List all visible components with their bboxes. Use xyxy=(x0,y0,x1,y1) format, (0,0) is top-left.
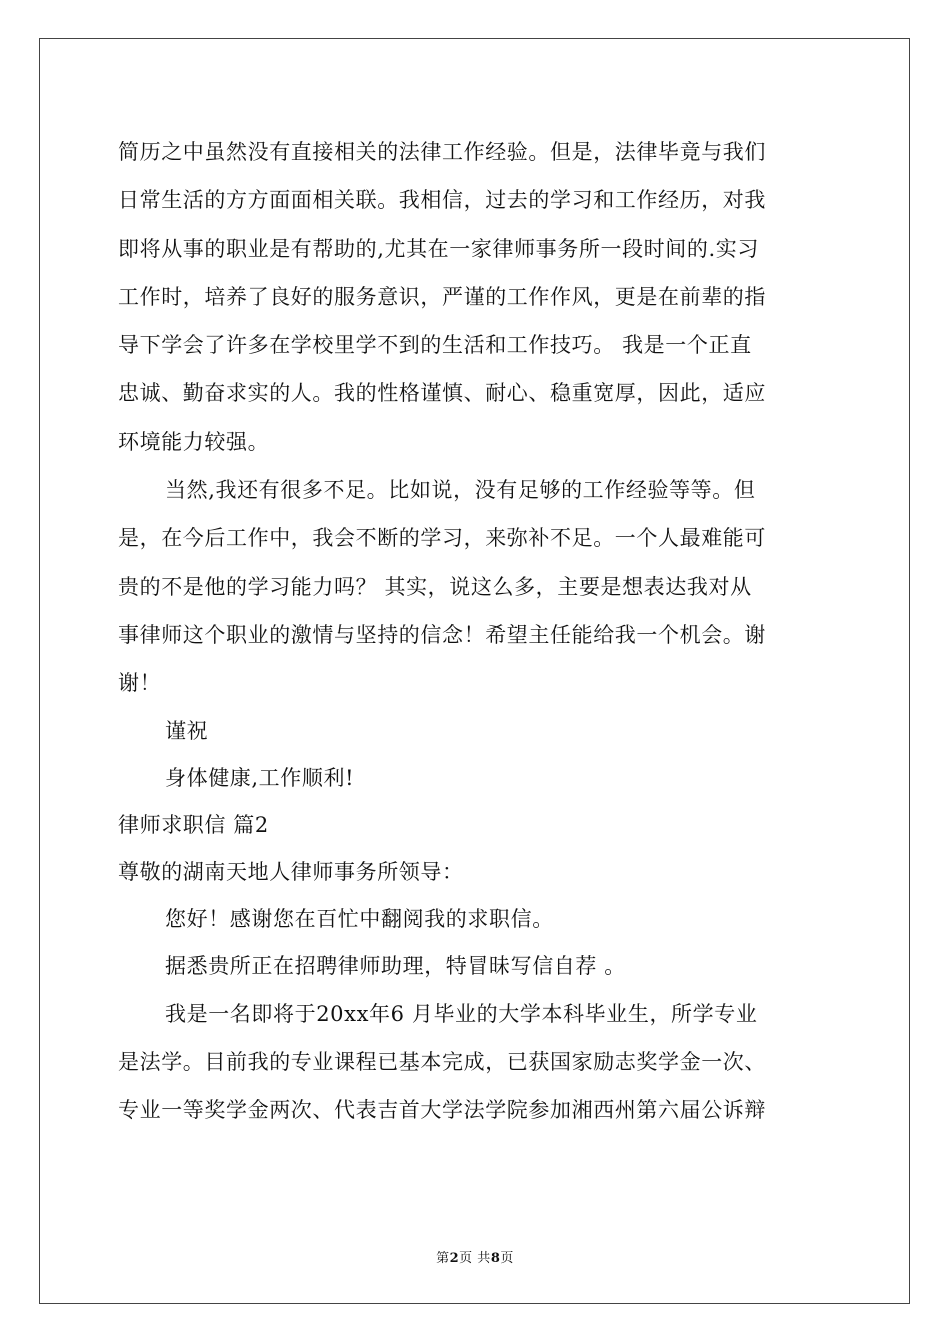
text-line: 贵的不是他的学习能力吗？ 其实，说这么多，主要是想表达我对从 xyxy=(118,574,752,599)
text-line: 专业一等奖学金两次、代表吉首大学法学院参加湘西州第六届公诉辩 xyxy=(118,1098,766,1123)
letter-addressee: 尊敬的湖南天地人律师事务所领导： xyxy=(118,859,464,884)
footer-page-total: 8 xyxy=(490,1251,501,1266)
text-line: 工作时，培养了良好的服务意识，严谨的工作作风，更是在前辈的指 xyxy=(118,284,766,309)
text-line: 据悉贵所正在招聘律师助理，特冒昧写信自荐 。 xyxy=(165,953,626,978)
text-line: 即将从事的职业是有帮助的,尤其在一家律师事务所一段时间的.实习 xyxy=(118,236,759,261)
text-line: 事律师这个职业的激情与坚持的信念！希望主任能给我一个机会。谢 xyxy=(118,622,766,647)
closing-wish: 身体健康,工作顺利! xyxy=(165,765,355,790)
footer-page-prefix: 第 xyxy=(436,1251,450,1266)
footer-page-current: 2 xyxy=(449,1251,460,1266)
text-line: 忠诚、勤奋求实的人。我的性格谨慎、耐心、稳重宽厚，因此，适应 xyxy=(118,381,766,406)
text-line: 谢！ xyxy=(118,671,162,696)
text-line: 是法学。目前我的专业课程已基本完成，已获国家励志奖学金一次、 xyxy=(118,1049,766,1074)
letter-greeting: 您好！感谢您在百忙中翻阅我的求职信。 xyxy=(165,906,554,931)
footer-page-suffix: 页 xyxy=(500,1251,514,1266)
text-line: 我是一名即将于20xx年6 月毕业的大学本科毕业生，所学专业 xyxy=(165,1001,758,1026)
text-line: 环境能力较强。 xyxy=(118,429,270,454)
text-line: 导下学会了许多在学校里学不到的生活和工作技巧。 我是一个正直 xyxy=(118,333,752,358)
text-line: 日常生活的方方面面相关联。我相信，过去的学习和工作经历，对我 xyxy=(118,188,766,213)
page-footer xyxy=(0,1247,950,1266)
text-line: 当然,我还有很多不足。比如说，没有足够的工作经验等等。但 xyxy=(165,478,756,503)
text-line: 是，在今后工作中，我会不断的学习，来弥补不足。一个人最难能可 xyxy=(118,526,766,551)
footer-page-mid: 页 共 xyxy=(459,1251,491,1266)
document-body xyxy=(118,128,838,1134)
text-line: 简历之中虽然没有直接相关的法律工作经验。但是，法律毕竟与我们 xyxy=(118,140,766,164)
section-heading: 律师求职信 篇2 xyxy=(118,812,269,837)
closing-salutation: 谨祝 xyxy=(165,718,209,743)
